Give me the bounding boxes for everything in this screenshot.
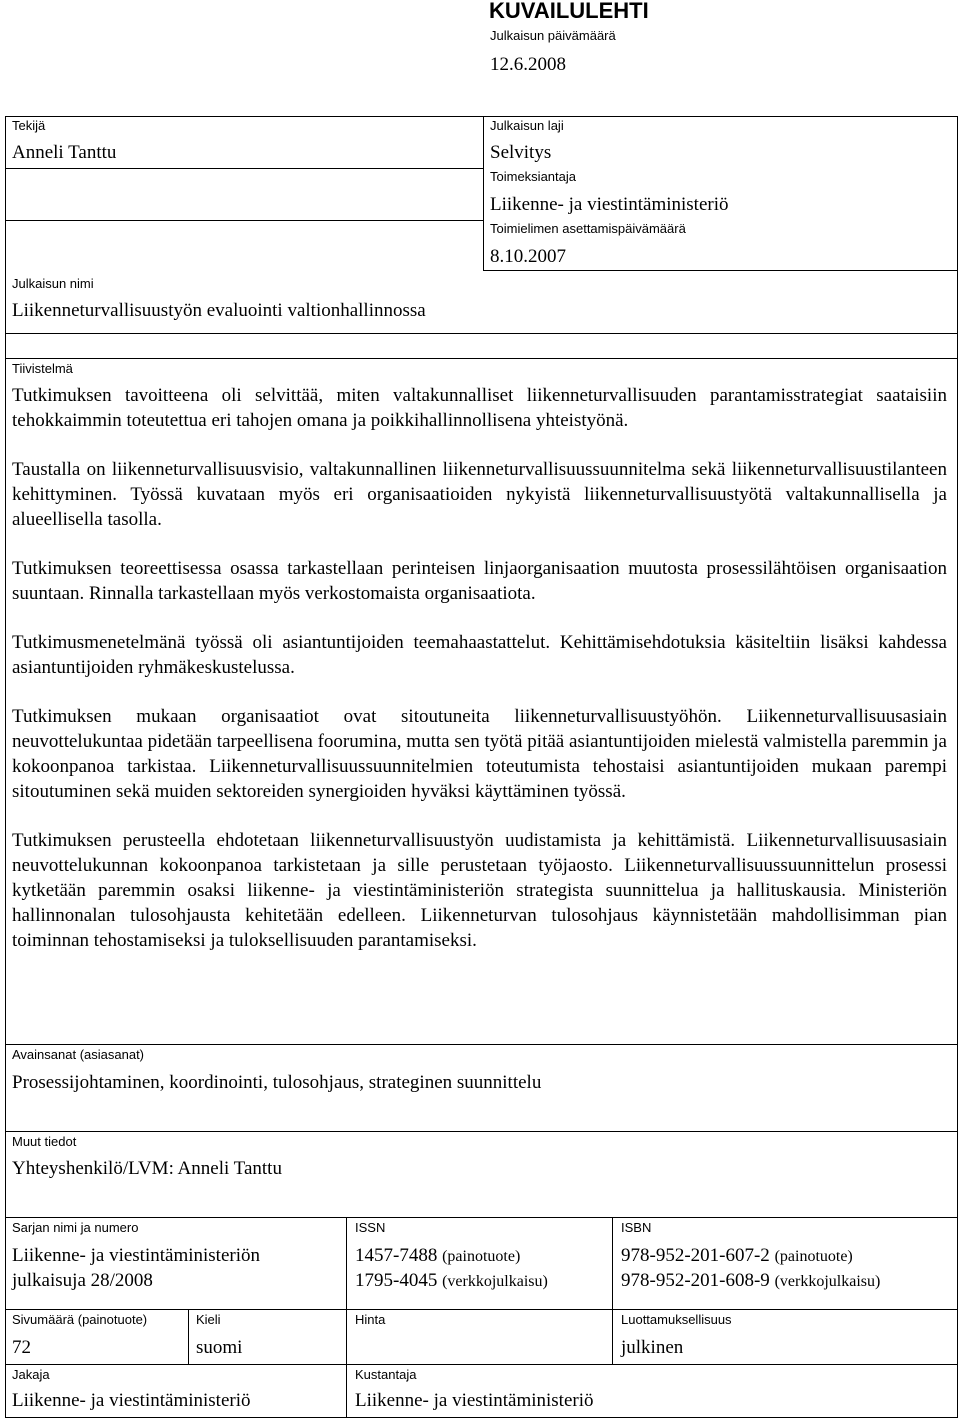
publication-name-value: Liikenneturvallisuustyön evaluointi valtionhallinnossa xyxy=(12,300,426,321)
keywords-label: Avainsanat (asiasanat) xyxy=(12,1047,145,1062)
title-row-bottom-line xyxy=(5,333,958,334)
abstract-paragraph: Tutkimuksen mukaan organisaatiot ovat sitoutuneita liikenneturvallisuustyöhön. Liikenneturvallisuusasiain neuvottelukuntaa pidetään tarpeellisena foorumina, mutta sen työtä pitää asiantuntijoiden mielestä valmistella paremmin ja kokoonpanoa tarkistaa. Liikenneturvallisuussuunnitelmien toteutumista tehostaisi asiantuntijoiden mukaan parempi sitoutuminen sekä muiden sektoreiden synergioiden hyväksi käyttäminen työssä. xyxy=(12,706,947,802)
abstract-paragraph: Tutkimuksen tavoitteena oli selvittää, miten valtakunnalliset liikenneturvallisuuden parantamisstrategiat saataisiin tehokkaimmin toteutettua eri tahojen omana ja poikkihallinnollisena yhteistyönä. xyxy=(12,385,947,431)
publisher-label: Kustantaja xyxy=(355,1367,417,1382)
page-count-label: Sivumäärä (painotuote) xyxy=(12,1312,148,1327)
author-row-bottom-line xyxy=(5,168,483,169)
appointment-date-value: 8.10.2007 xyxy=(490,246,566,267)
author-label: Tekijä xyxy=(12,118,46,133)
page-count-value: 72 xyxy=(12,1337,31,1358)
publication-type-value: Selvitys xyxy=(490,142,552,163)
bottom-col-divider-2 xyxy=(612,1217,613,1364)
abstract-paragraph: Tutkimuksen teoreettisessa osassa tarkastellaan perinteisen linjaorganisaation muutosta prosessilähtöisen organisaation suuntaan. Rinnalla tarkastellaan myös verkostomaista organisaatiota. xyxy=(12,558,947,604)
language-label: Kieli xyxy=(196,1312,221,1327)
issn-print-number: 1457-7488 xyxy=(355,1245,438,1266)
publication-date-label: Julkaisun päivämäärä xyxy=(490,28,616,43)
isbn-print-number: 978-952-201-607-2 xyxy=(621,1245,770,1266)
isbn-online xyxy=(621,1270,880,1292)
isbn-print-note: (painotuote) xyxy=(774,1248,853,1265)
issn-online-note: (verkkojulkaisu) xyxy=(442,1273,548,1290)
publisher-value: Liikenne- ja viestintäministeriö xyxy=(355,1390,594,1411)
keywords-value: Prosessijohtaminen, koordinointi, tulosohjaus, strateginen suunnittelu xyxy=(12,1072,542,1093)
abstract-paragraph: Taustalla on liikenneturvallisuusvisio, valtakunnallinen liikenneturvallisuussuunnitelma sekä liikenneturvallisuustilanteen kehittyminen. Työssä kuvataan myös eri organisaatioiden nykyistä liikenneturvallisuustyötä valtakunnallisella ja alueellisella tasolla. xyxy=(12,459,947,530)
issn-online-number: 1795-4045 xyxy=(355,1270,438,1291)
top-right-bottom-line xyxy=(483,270,958,271)
language-value: suomi xyxy=(196,1337,243,1358)
pages-lang-divider xyxy=(188,1309,189,1364)
distributor-row-top-line xyxy=(5,1364,958,1365)
abstract-label: Tiivistelmä xyxy=(12,361,73,376)
empty-row-bottom-line xyxy=(5,220,483,221)
bottom-col-divider-1 xyxy=(346,1217,347,1418)
issn-print xyxy=(355,1245,520,1267)
series-value-line2: julkaisuja 28/2008 xyxy=(12,1270,153,1291)
issn-label: ISSN xyxy=(355,1220,386,1235)
issn-online xyxy=(355,1270,548,1292)
author-value: Anneli Tanttu xyxy=(12,142,117,163)
series-value-line1: Liikenne- ja viestintäministeriön xyxy=(12,1245,260,1266)
isbn-print xyxy=(621,1245,853,1267)
isbn-online-number: 978-952-201-608-9 xyxy=(621,1270,770,1291)
other-info-top-line xyxy=(5,1131,958,1132)
other-info-label: Muut tiedot xyxy=(12,1134,77,1149)
abstract-paragraph: Tutkimusmenetelmänä työssä oli asiantuntijoiden teemahaastattelut. Kehittämisehdotuksia käsiteltiin lisäksi kahdessa asiantuntijoiden ryhmäkeskustelussa. xyxy=(12,632,947,678)
series-label: Sarjan nimi ja numero xyxy=(12,1220,139,1235)
isbn-online-note: (verkkojulkaisu) xyxy=(774,1273,881,1290)
abstract-paragraph: Tutkimuksen perusteella ehdotetaan liikenneturvallisuustyön uudistamista ja kehittämistä. Liikenneturvallisuusasiain neuvottelukunnan kokoonpanoa tarkistetaan ja sille perustetaan työjaosto. Liikenneturvallisuussuunnittelun prosessi kytketään paremmin osaksi liikenne- ja viestintäministeriön strategista suunnittelua ja hallituskausia. Ministeriön hallinnonalan tulosohjausta kehitetään edelleen. Liikenneturvan tulosohjaus käynnistetään mahdollisimman pian toiminnan tehostamiseksi ja tuloksellisuuden parantamiseksi. xyxy=(12,830,947,951)
abstract-section-line xyxy=(5,358,958,359)
top-section-divider xyxy=(483,116,484,270)
publication-type-label: Julkaisun laji xyxy=(490,118,564,133)
price-label: Hinta xyxy=(355,1312,386,1327)
commissioner-value: Liikenne- ja viestintäministeriö xyxy=(490,194,729,215)
confidentiality-value: julkinen xyxy=(621,1337,684,1358)
isbn-label: ISBN xyxy=(621,1220,652,1235)
series-row-top-line xyxy=(5,1217,958,1218)
publication-date-value: 12.6.2008 xyxy=(490,54,566,75)
issn-print-note: (painotuote) xyxy=(442,1248,521,1265)
pages-row-top-line xyxy=(5,1309,958,1310)
appointment-date-label: Toimielimen asettamispäivämäärä xyxy=(490,221,686,236)
distributor-label: Jakaja xyxy=(12,1367,50,1382)
commissioner-label: Toimeksiantaja xyxy=(490,169,576,184)
keywords-top-line xyxy=(5,1044,958,1045)
publication-name-label: Julkaisun nimi xyxy=(12,276,94,291)
abstract-body xyxy=(12,383,947,953)
confidentiality-label: Luottamuksellisuus xyxy=(621,1312,732,1327)
other-info-value: Yhteyshenkilö/LVM: Anneli Tanttu xyxy=(12,1158,282,1179)
document-title: KUVAILULEHTI xyxy=(489,0,649,23)
distributor-value: Liikenne- ja viestintäministeriö xyxy=(12,1390,251,1411)
